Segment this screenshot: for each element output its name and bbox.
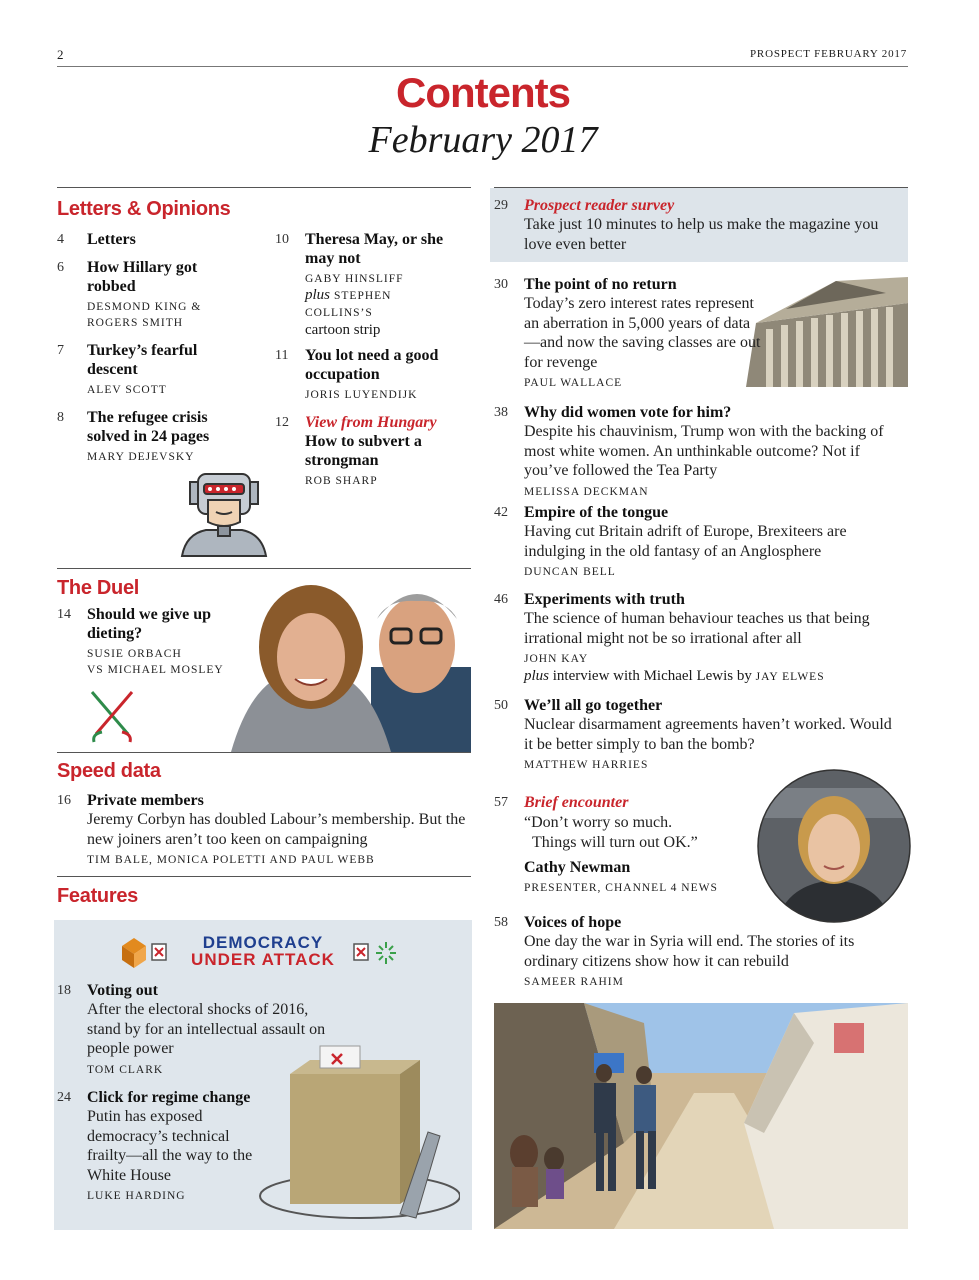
item-num: 7 bbox=[57, 343, 64, 358]
contents-item-hillary[interactable] bbox=[87, 258, 237, 331]
item-title: Theresa May, or she may not bbox=[305, 231, 444, 267]
robot-cartoon-illustration bbox=[176, 464, 272, 560]
speed-rule bbox=[57, 752, 471, 753]
plus-word: plus bbox=[524, 668, 550, 684]
contents-item-brief-encounter[interactable] bbox=[524, 793, 754, 896]
banner-line1: DEMOCRACY bbox=[202, 933, 324, 952]
header-rule bbox=[57, 66, 908, 67]
contents-item-survey[interactable] bbox=[524, 196, 894, 254]
page-number: 2 bbox=[57, 47, 64, 62]
item-num: 30 bbox=[494, 277, 508, 292]
contents-item-dieting[interactable] bbox=[87, 605, 237, 678]
item-num: 8 bbox=[57, 410, 64, 425]
page-title: Contents bbox=[396, 69, 570, 116]
item-author: ROB SHARP bbox=[305, 475, 378, 487]
item-desc: After the electoral shocks of 2016, stand by for an intellectual assault on people power bbox=[87, 1001, 326, 1057]
item-desc: Today’s zero interest rates represent an aberration in 5,000 years of data—and now the saving classes are out for revenge bbox=[524, 295, 761, 371]
letters-heading: Letters & Opinions bbox=[57, 198, 231, 220]
item-num: 24 bbox=[57, 1090, 71, 1105]
item-num: 42 bbox=[494, 505, 508, 520]
plus-author: JAY ELWES bbox=[755, 671, 825, 683]
item-kicker: View from Hungary bbox=[305, 414, 437, 431]
contents-item-empire-tongue[interactable] bbox=[524, 503, 904, 580]
item-num: 46 bbox=[494, 592, 508, 607]
item-title: Why did women vote for him? bbox=[524, 404, 732, 421]
item-title: Voting out bbox=[87, 982, 158, 999]
item-num: 58 bbox=[494, 915, 508, 930]
item-desc: Having cut Britain adrift of Europe, Brexiteers are indulging in the old fantasy of an Anglosphere bbox=[524, 523, 847, 560]
item-kicker: Brief encounter bbox=[524, 794, 629, 811]
item-desc: The science of human behaviour teaches us that being irrational might not be so irrational after all bbox=[524, 610, 870, 647]
item-title: You lot need a good occupation bbox=[305, 347, 439, 383]
plus-word: plus bbox=[305, 287, 331, 303]
item-num: 50 bbox=[494, 698, 508, 713]
item-desc: Putin has exposed democracy’s technical frailty—all the way to the White House bbox=[87, 1108, 253, 1184]
item-kicker: Prospect reader survey bbox=[524, 197, 675, 214]
item-author: SUSIE ORBACH bbox=[87, 648, 182, 660]
speed-heading: Speed data bbox=[57, 760, 161, 782]
item-author: TIM BALE, MONICA POLETTI AND PAUL WEBB bbox=[87, 854, 375, 866]
item-author: DUNCAN BELL bbox=[524, 566, 616, 578]
item-title: Private members bbox=[87, 792, 204, 809]
item-quote-2: Things will turn out OK.” bbox=[532, 833, 698, 851]
item-author: ALEV SCOTT bbox=[87, 384, 167, 396]
item-title: Voices of hope bbox=[524, 914, 622, 931]
contents-item-occupation[interactable] bbox=[305, 346, 455, 403]
top-rule-left bbox=[57, 187, 471, 188]
item-author: PRESENTER, CHANNEL 4 NEWS bbox=[524, 882, 718, 894]
item-desc: Jeremy Corbyn has doubled Labour’s membership. But the new joiners aren’t too keen on campaigning bbox=[87, 811, 466, 848]
item-title: Click for regime change bbox=[87, 1089, 251, 1106]
contents-item-theresa-may[interactable] bbox=[305, 230, 455, 339]
item-author: DESMOND KING & ROGERS SMITH bbox=[87, 301, 202, 329]
item-author: MELISSA DECKMAN bbox=[524, 485, 649, 498]
contents-item-point-of-no-return[interactable] bbox=[524, 275, 764, 391]
item-num: 12 bbox=[275, 415, 289, 430]
running-head: PROSPECT FEBRUARY 2017 bbox=[750, 48, 907, 60]
contents-item-private-members[interactable] bbox=[87, 791, 467, 868]
item-num: 14 bbox=[57, 607, 71, 622]
issue-date: February 2017 bbox=[368, 119, 598, 161]
contents-item-hungary[interactable] bbox=[305, 413, 465, 489]
item-author: PAUL WALLACE bbox=[524, 377, 623, 389]
item-author: GABY HINSLIFF bbox=[305, 273, 404, 285]
item-desc: Take just 10 minutes to help us make the magazine you love even better bbox=[524, 216, 879, 253]
item-title: The point of no return bbox=[524, 276, 677, 293]
item-author: LUKE HARDING bbox=[87, 1190, 186, 1202]
item-num: 6 bbox=[57, 260, 64, 275]
item-author: MATTHEW HARRIES bbox=[524, 759, 649, 771]
duel-heading: The Duel bbox=[57, 577, 140, 599]
item-author: TOM CLARK bbox=[87, 1063, 164, 1076]
refugee-camp-photo bbox=[494, 1003, 908, 1229]
item-desc: Despite his chauvinism, Trump won with the backing of most white women. An unthinkable outcome? Not if you’ve followed the Tea Party bbox=[524, 423, 884, 479]
contents-item-experiments-truth[interactable] bbox=[524, 590, 909, 687]
item-author: VS MICHAEL MOSLEY bbox=[87, 664, 224, 676]
duel-rule bbox=[57, 568, 471, 569]
item-num: 10 bbox=[275, 232, 289, 247]
item-desc: One day the war in Syria will end. The stories of its ordinary citizens show how it can rebuild bbox=[524, 933, 855, 970]
item-title: We’ll all go together bbox=[524, 697, 663, 714]
item-num: 18 bbox=[57, 983, 71, 998]
duel-portraits-photo bbox=[231, 577, 471, 752]
item-title: Should we give up dieting? bbox=[87, 606, 212, 642]
plus-text: interview with Michael Lewis by bbox=[552, 668, 752, 684]
item-title: Letters bbox=[87, 231, 136, 248]
item-author: JOHN KAY bbox=[524, 653, 589, 665]
contents-item-letters[interactable] bbox=[87, 230, 257, 249]
contents-item-refugee[interactable] bbox=[87, 408, 237, 465]
item-title: How Hillary got robbed bbox=[87, 259, 198, 295]
item-num: 11 bbox=[275, 348, 289, 363]
plus-text: cartoon strip bbox=[305, 322, 381, 338]
contents-item-women-vote[interactable] bbox=[524, 403, 904, 500]
contents-item-turkey[interactable] bbox=[87, 341, 237, 398]
item-num: 57 bbox=[494, 795, 508, 810]
item-author: MARY DEJEVSKY bbox=[87, 451, 195, 463]
item-title: How to subvert a strongman bbox=[305, 433, 422, 469]
crossed-swords-icon bbox=[86, 688, 138, 744]
item-num: 38 bbox=[494, 405, 508, 420]
item-desc: Nuclear disarmament agreements haven’t worked. Would it be better simply to ban the bomb? bbox=[524, 716, 892, 753]
plus-line bbox=[524, 667, 909, 687]
cathy-newman-portrait bbox=[756, 768, 912, 924]
item-title: Turkey’s fearful descent bbox=[87, 342, 198, 378]
features-heading: Features bbox=[57, 885, 138, 907]
item-title: Cathy Newman bbox=[524, 859, 631, 876]
item-author: SAMEER RAHIM bbox=[524, 976, 624, 988]
item-quote-1: “Don’t worry so much. bbox=[524, 814, 673, 831]
banner-line2: UNDER ATTACK bbox=[191, 950, 335, 969]
contents-item-all-go-together[interactable] bbox=[524, 696, 904, 773]
contents-item-regime-change[interactable] bbox=[87, 1088, 287, 1204]
contents-item-voices-of-hope[interactable] bbox=[524, 913, 904, 990]
plus-line bbox=[305, 287, 455, 321]
features-rule bbox=[57, 876, 471, 877]
item-num: 29 bbox=[494, 198, 508, 213]
ballot-checkbox-icon bbox=[352, 938, 402, 970]
item-title: Empire of the tongue bbox=[524, 504, 669, 521]
ballot-icon bbox=[120, 934, 170, 974]
item-num: 16 bbox=[57, 793, 71, 808]
item-title: Experiments with truth bbox=[524, 591, 685, 608]
item-num: 4 bbox=[57, 232, 64, 247]
item-author: JORIS LUYENDIJK bbox=[305, 389, 418, 401]
plus-author: STEPHEN COLLINS’S bbox=[305, 290, 392, 319]
item-title: The refugee crisis solved in 24 pages bbox=[87, 409, 210, 445]
